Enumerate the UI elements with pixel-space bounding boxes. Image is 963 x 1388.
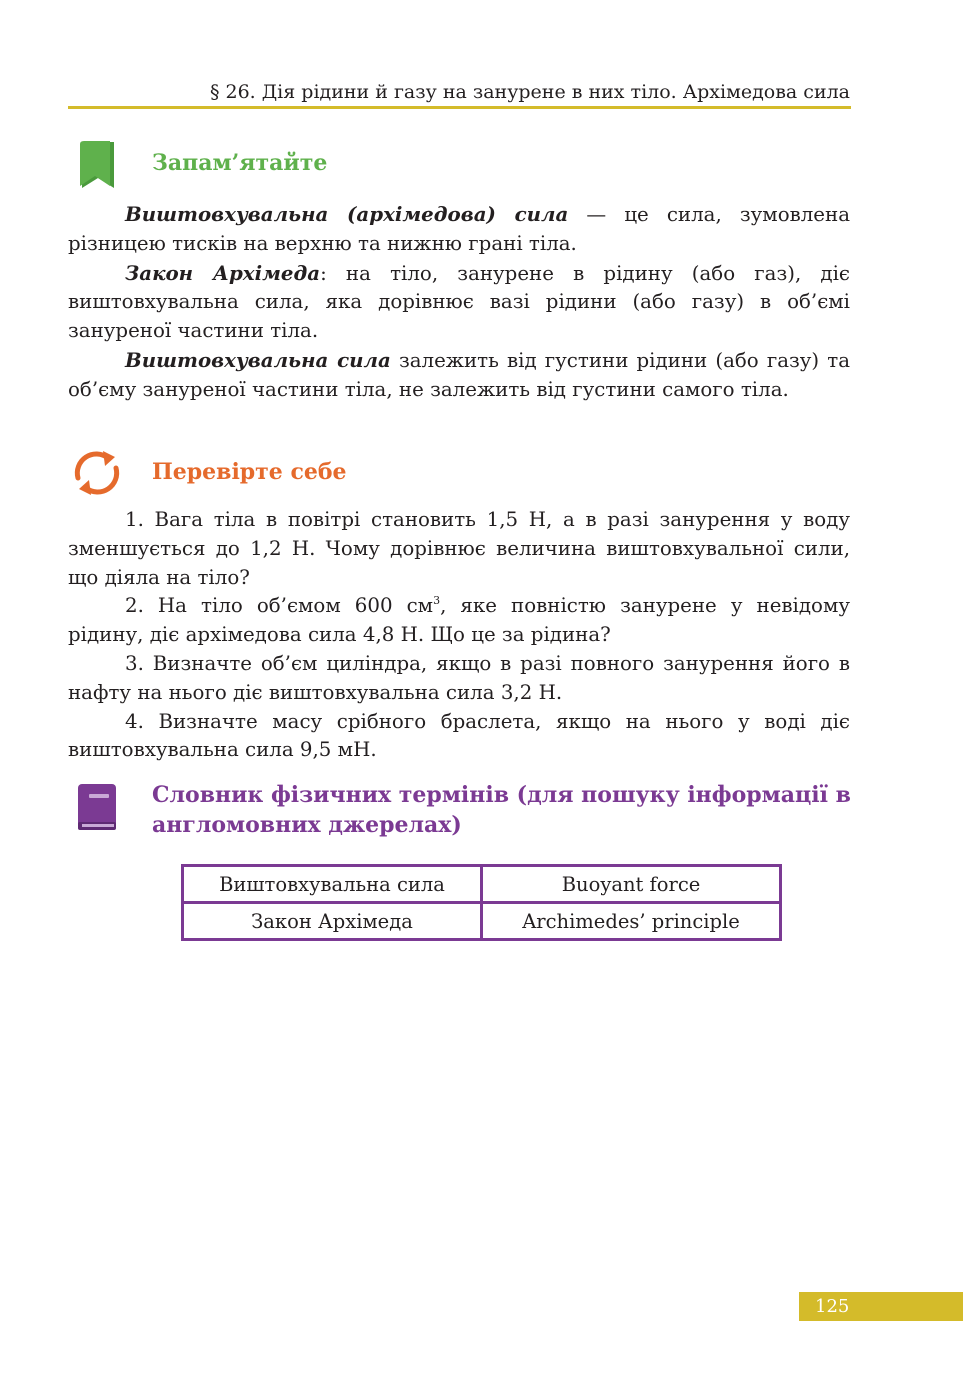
remember-title: Запам’ятайте	[152, 150, 328, 176]
term-uk: Виштовхувальна сила	[183, 866, 482, 903]
book-icon	[76, 782, 118, 832]
definition-text: — це сила, зумовлена різницею тисків на верхню та нижню грані тіла.	[68, 203, 850, 255]
question-4: 4. Визначте масу срібного браслета, якщо на нього у воді діє виштовхувальна сила 9,5 мН.	[68, 709, 850, 762]
questions	[68, 506, 850, 765]
table-row	[183, 903, 781, 940]
glossary-title: Словник фізичних термінів (для пошуку інформації в англомовних джерелах)	[152, 782, 851, 838]
definition-paragraph	[68, 200, 850, 259]
refresh-arrows-icon	[70, 448, 124, 498]
glossary-table	[181, 864, 782, 941]
law-term: Закон Архімеда	[125, 260, 321, 285]
question-2: 2. На тіло об’ємом 600 $см^3$, яке повністю занурене у невідому рідину, діє архімедова сила 4,8 Н. Що це за рідина?	[68, 594, 850, 647]
page-number: 125	[799, 1292, 963, 1321]
remember-text	[68, 200, 850, 405]
question-1: 1. Вага тіла в повітрі становить 1,5 Н, а в разі занурення у воду зменшується до 1,2 Н. Чому дорівнює величина виштовхувальної сили, що діяла на тіло?	[68, 508, 850, 589]
term-en: Buoyant force	[482, 866, 781, 903]
question-3: 3. Визначте об’єм циліндра, якщо в разі повного занурення його в нафту на нього діє виштовхувальна сила 3,2 Н.	[68, 651, 850, 704]
header-rule	[68, 106, 851, 109]
definition-term: Виштовхувальна (архімедова) сила	[125, 202, 569, 226]
dependence-term: Виштовхувальна сила	[125, 347, 391, 372]
dependence-text: залежить від густини рідини (або газу) та об’єму зануреної частини тіла, не залежить від густини самого тіла.	[68, 348, 850, 401]
law-paragraph	[68, 259, 850, 346]
superscript-3: 3	[433, 594, 441, 608]
running-head: § 26. Дія рідини й газу на занурене в них тіло. Архімедова сила	[209, 81, 850, 103]
bookmark-icon	[78, 140, 118, 190]
check-title: Перевірте себе	[152, 459, 347, 485]
table-row	[183, 866, 781, 903]
dependence-paragraph	[68, 346, 850, 405]
term-uk: Закон Архімеда	[183, 903, 482, 940]
law-text: : на тіло, занурене в рідину (або газ), діє виштовхувальна сила, яка дорівнює вазі рідини (або газу) в об’ємі зануреної частини тіла.	[68, 261, 850, 343]
term-en: Archimedes’ principle	[482, 903, 781, 940]
